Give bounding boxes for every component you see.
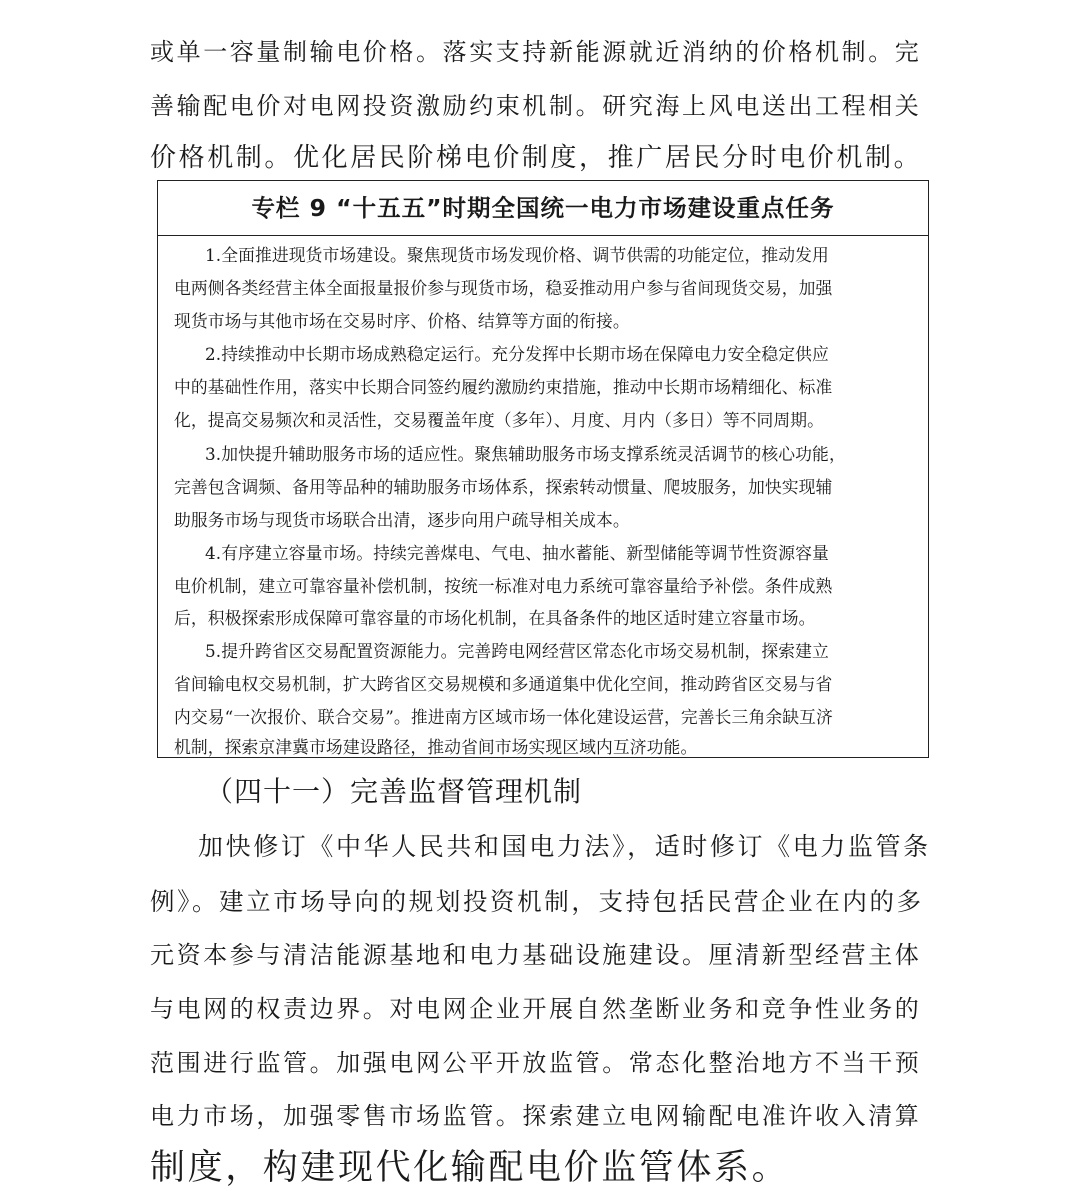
box-item-4-line-3: 后，积极探索形成保障可靠容量的市场化机制，在具备条件的地区适时建立容量市场。: [174, 608, 816, 628]
intro-line-2: 善输配电价对电网投资激励约束机制。研究海上风电送出工程相关: [150, 92, 922, 120]
box-item-3-line-3: 助服务市场与现货市场联合出清，逐步向用户疏导相关成本。: [174, 510, 630, 530]
box-item-4-line-1: 4.有序建立容量市场。持续完善煤电、气电、抽水蓄能、新型储能等调节性资源容量: [205, 543, 829, 563]
box-item-2-line-1: 2.持续推动中长期市场成熟稳定运行。充分发挥中长期市场在保障电力安全稳定供应: [205, 344, 829, 364]
box-item-5-line-4: 机制，探索京津冀市场建设路径，推动省间市场实现区域内互济功能。: [174, 737, 698, 757]
body-line-7: 制度，构建现代化输配电价监管体系。: [150, 1148, 790, 1188]
body-line-1: 加快修订《中华人民共和国电力法》，适时修订《电力监管条: [198, 832, 931, 861]
box-item-5-line-2: 省间输电权交易机制，扩大跨省区交易规模和多通道集中优化空间，推动跨省区交易与省: [174, 674, 833, 694]
feature-box-title: 专栏 9 “十五五”时期全国统一电力市场建设重点任务: [158, 181, 928, 236]
box-item-5-line-3: 内交易“一次报价、联合交易”。推进南方区域市场一体化建设运营，完善长三角余缺互济: [174, 707, 833, 727]
section-heading: （四十一）完善监督管理机制: [205, 775, 583, 808]
box-item-1-line-3: 现货市场与其他市场在交易时序、价格、结算等方面的衔接。: [174, 311, 630, 331]
box-item-3-line-1: 3.加快提升辅助服务市场的适应性。聚焦辅助服务市场支撑系统灵活调节的核心功能，: [205, 444, 846, 464]
intro-line-3: 价格机制。优化居民阶梯电价制度，推广居民分时电价机制。: [150, 143, 923, 173]
box-item-1-line-1: 1.全面推进现货市场建设。聚焦现货市场发现价格、调节供需的功能定位，推动发用: [205, 245, 829, 265]
box-item-3-line-2: 完善包含调频、备用等品种的辅助服务市场体系，探索转动惯量、爬坡服务，加快实现辅: [174, 477, 833, 497]
intro-line-1: 或单一容量制输电价格。落实支持新能源就近消纳的价格机制。完: [150, 38, 922, 66]
box-item-1-line-2: 电两侧各类经营主体全面报量报价参与现货市场，稳妥推动用户参与省间现货交易，加强: [174, 278, 833, 298]
body-line-2: 例》。建立市场导向的规划投资机制，支持包括民营企业在内的多: [150, 887, 924, 916]
box-item-2-line-3: 化，提高交易频次和灵活性，交易覆盖年度（多年）、月度、月内（多日）等不同周期。: [174, 410, 824, 430]
feature-box: [157, 180, 929, 758]
body-line-4: 与电网的权责边界。对电网企业开展自然垄断业务和竞争性业务的: [150, 995, 922, 1023]
box-item-4-line-2: 电价机制，建立可靠容量补偿机制，按统一标准对电力系统可靠容量给予补偿。条件成熟: [174, 576, 833, 596]
box-item-2-line-2: 中的基础性作用，落实中长期合同签约履约激励约束措施，推动中长期市场精细化、标准: [174, 377, 833, 397]
body-line-3: 元资本参与清洁能源基地和电力基础设施建设。厘清新型经营主体: [150, 941, 922, 969]
box-item-5-line-1: 5.提升跨省区交易配置资源能力。完善跨电网经营区常态化市场交易机制，探索建立: [205, 641, 829, 661]
body-line-6: 电力市场，加强零售市场监管。探索建立电网输配电准许收入清算: [150, 1102, 922, 1130]
body-line-5: 范围进行监管。加强电网公平开放监管。常态化整治地方不当干预: [150, 1049, 922, 1077]
